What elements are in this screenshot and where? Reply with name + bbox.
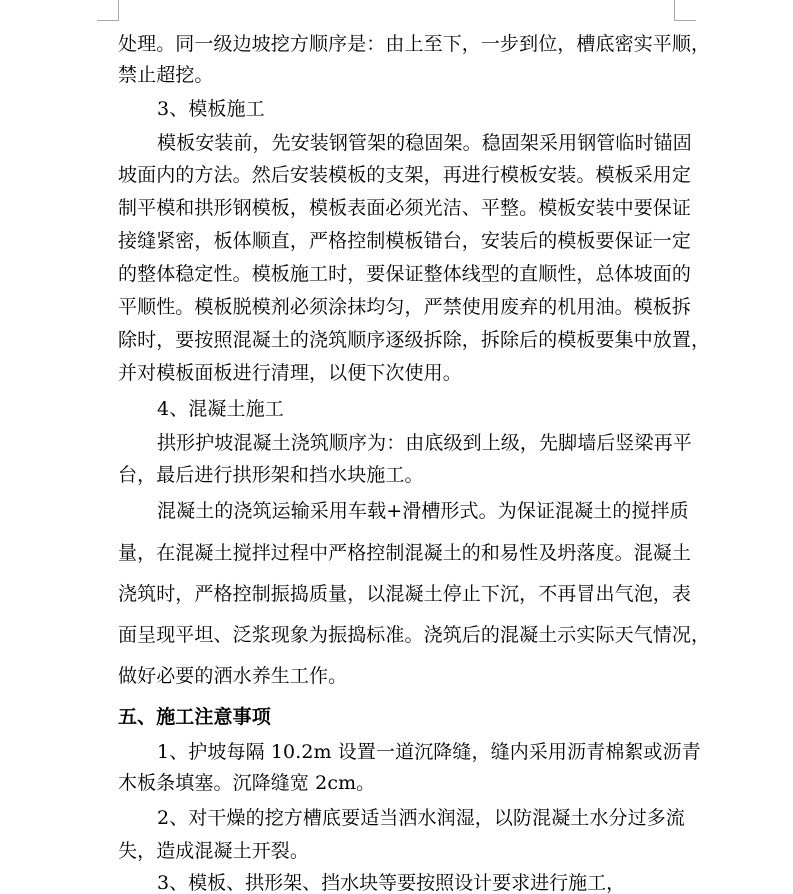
- section-heading-formwork: 3、模板施工: [157, 98, 265, 120]
- text-line: 1、护坡每隔 10.2m 设置一道沉降缝，缝内采用沥青棉絮或沥青: [157, 741, 701, 763]
- text-line: 混凝土的浇筑运输采用车载+滑槽形式。为保证混凝土的搅拌质: [157, 500, 689, 522]
- text-line: 面呈现平坦、泛浆现象为振捣标准。浇筑后的混凝土示实际天气情况，: [118, 624, 711, 646]
- text-line: 的整体稳定性。模板施工时，要保证整体线型的直顺性，总体坡面的: [118, 263, 692, 285]
- text-line: 坡面内的方法。然后安装模板的支架，再进行模板安装。模板采用定: [118, 164, 692, 186]
- text-line: 浇筑时，严格控制振捣质量，以混凝土停止下沉，不再冒出气泡，表: [118, 583, 692, 605]
- crop-mark-right-horizontal: [674, 20, 696, 21]
- text-line: 失，造成混凝土开裂。: [118, 840, 310, 862]
- text-line: 并对模板面板进行清理，以便下次使用。: [118, 362, 462, 384]
- text-line: 拱形护坡混凝土浇筑顺序为：由底级到上级，先脚墙后竖梁再平: [157, 432, 692, 454]
- crop-mark-left-horizontal: [97, 20, 119, 21]
- chapter-heading-precautions: 五、施工注意事项: [118, 706, 271, 728]
- text-line: 台，最后进行拱形架和挡水块施工。: [118, 464, 424, 486]
- text-line: 木板条填塞。沉降缝宽 2cm。: [118, 772, 376, 794]
- section-heading-concrete: 4、混凝土施工: [157, 398, 284, 420]
- text-line: 2、对干燥的挖方槽底要适当洒水润湿，以防混凝土水分过多流: [157, 807, 685, 829]
- text-line: 做好必要的洒水养生工作。: [118, 665, 348, 687]
- crop-mark-right-vertical: [674, 0, 675, 20]
- text-line: 量，在混凝土搅拌过程中严格控制混凝土的和易性及坍落度。混凝土: [118, 542, 692, 564]
- text-line: 处理。同一级边坡挖方顺序是：由上至下，一步到位，槽底密实平顺，: [118, 33, 711, 55]
- text-line: 除时，要按照混凝土的浇筑顺序逐级拆除，拆除后的模板要集中放置，: [118, 329, 711, 351]
- text-line: 接缝紧密，板体顺直，严格控制模板错台，安装后的模板要保证一定: [118, 230, 692, 252]
- cutoff-text-line: 3、模板、拱形架、挡水块等要按照设计要求进行施工，: [157, 872, 626, 894]
- text-line: 模板安装前，先安装钢管架的稳固架。稳固架采用钢管临时锚固: [157, 132, 692, 154]
- text-line: 禁止超挖。: [118, 64, 214, 86]
- crop-mark-left-vertical: [118, 0, 119, 20]
- text-line: 制平模和拱形钢模板，模板表面必须光洁、平整。模板安装中要保证: [118, 197, 692, 219]
- text-line: 平顺性。模板脱模剂必须涂抹均匀，严禁使用废弃的机用油。模板拆: [118, 296, 692, 318]
